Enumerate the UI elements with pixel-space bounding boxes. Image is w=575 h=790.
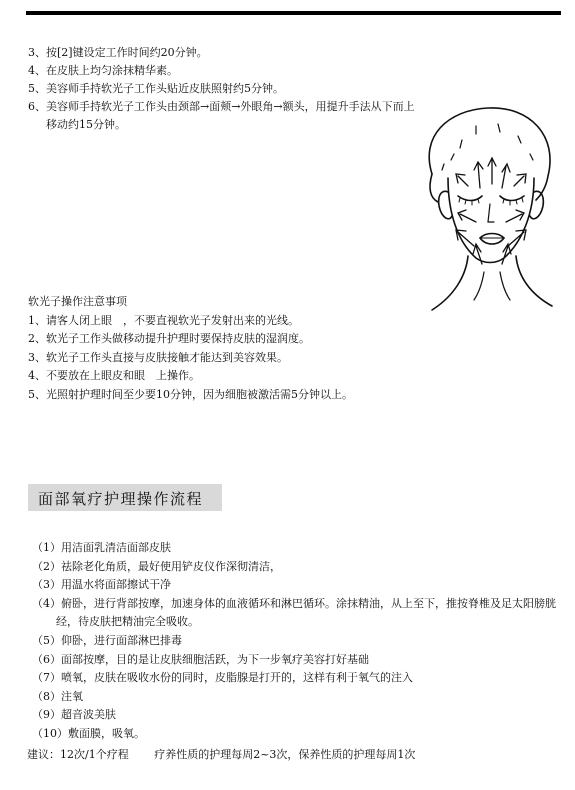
- procedure-step: 3、按[2]键设定工作时间约20分钟。: [28, 46, 208, 59]
- advice-line: 建议：12次/1个疗程 疗养性质的护理每周2~3次，保养性质的护理每周1次: [27, 748, 416, 761]
- oxygen-step: （4）俯卧，进行背部按摩，加速身体的血液循环和淋巴循环。涂抹精油，从上至下，推按脊椎及足太阳膀胱经，待皮肤把精油完全吸收。: [32, 596, 556, 629]
- section-heading: 面部氧疗护理操作流程: [38, 490, 204, 508]
- procedure-step: 5、美容师手持软光子工作头贴近皮肤照射约5分钟。: [28, 82, 284, 95]
- procedure-step: 6、美容师手持软光子工作头由颈部→面颊→外眼角→额头，用提升手法从下而上移动约15分钟。: [28, 100, 415, 131]
- note-item: 5、光照射护理时间至少要10分钟，因为细胞被激活需5分钟以上。: [28, 387, 353, 401]
- top-rule: [26, 11, 561, 15]
- note-item: 1、请客人闭上眼 ，不要直视软光子发射出来的光线。: [28, 313, 299, 327]
- face-massage-illustration: [418, 96, 563, 316]
- oxygen-step: （3）用温水将面部擦试干净: [32, 578, 171, 592]
- oxygen-step: （7）喷氧，皮肤在吸收水份的同时，皮脂腺是打开的，这样有利于氧气的注入: [32, 671, 413, 685]
- notes-section: [28, 293, 548, 404]
- section-heading-box: [28, 484, 222, 511]
- procedure-steps: [28, 44, 418, 134]
- oxygen-step: （5）仰卧，进行面部淋巴排毒: [32, 633, 182, 647]
- notes-title: 软光子操作注意事项: [28, 295, 127, 308]
- oxygen-step: （9）超音波美肤: [32, 708, 116, 722]
- oxygen-step: （8）注氧: [32, 689, 83, 703]
- note-item: 4、不要放在上眼皮和眼 上操作。: [28, 369, 200, 382]
- note-item: 2、软光子工作头做移动提升护理时要保持皮肤的湿润度。: [28, 332, 310, 345]
- oxygen-step: （6）面部按摩，目的是让皮肤细胞活跃，为下一步氧疗美容打好基础: [32, 652, 369, 666]
- note-item: 3、软光子工作头直接与皮肤接触才能达到美容效果。: [28, 350, 288, 364]
- oxygen-step: （1）用洁面乳清洁面部皮肤: [32, 541, 171, 554]
- oxygen-steps: [32, 539, 557, 744]
- procedure-step: 4、在皮肤上均匀涂抹精华素。: [28, 64, 178, 77]
- oxygen-step: （10）敷面膜，吸氧。: [32, 726, 145, 740]
- oxygen-step: （2）祛除老化角质，最好使用铲皮仪作深彻清洁，: [32, 559, 281, 573]
